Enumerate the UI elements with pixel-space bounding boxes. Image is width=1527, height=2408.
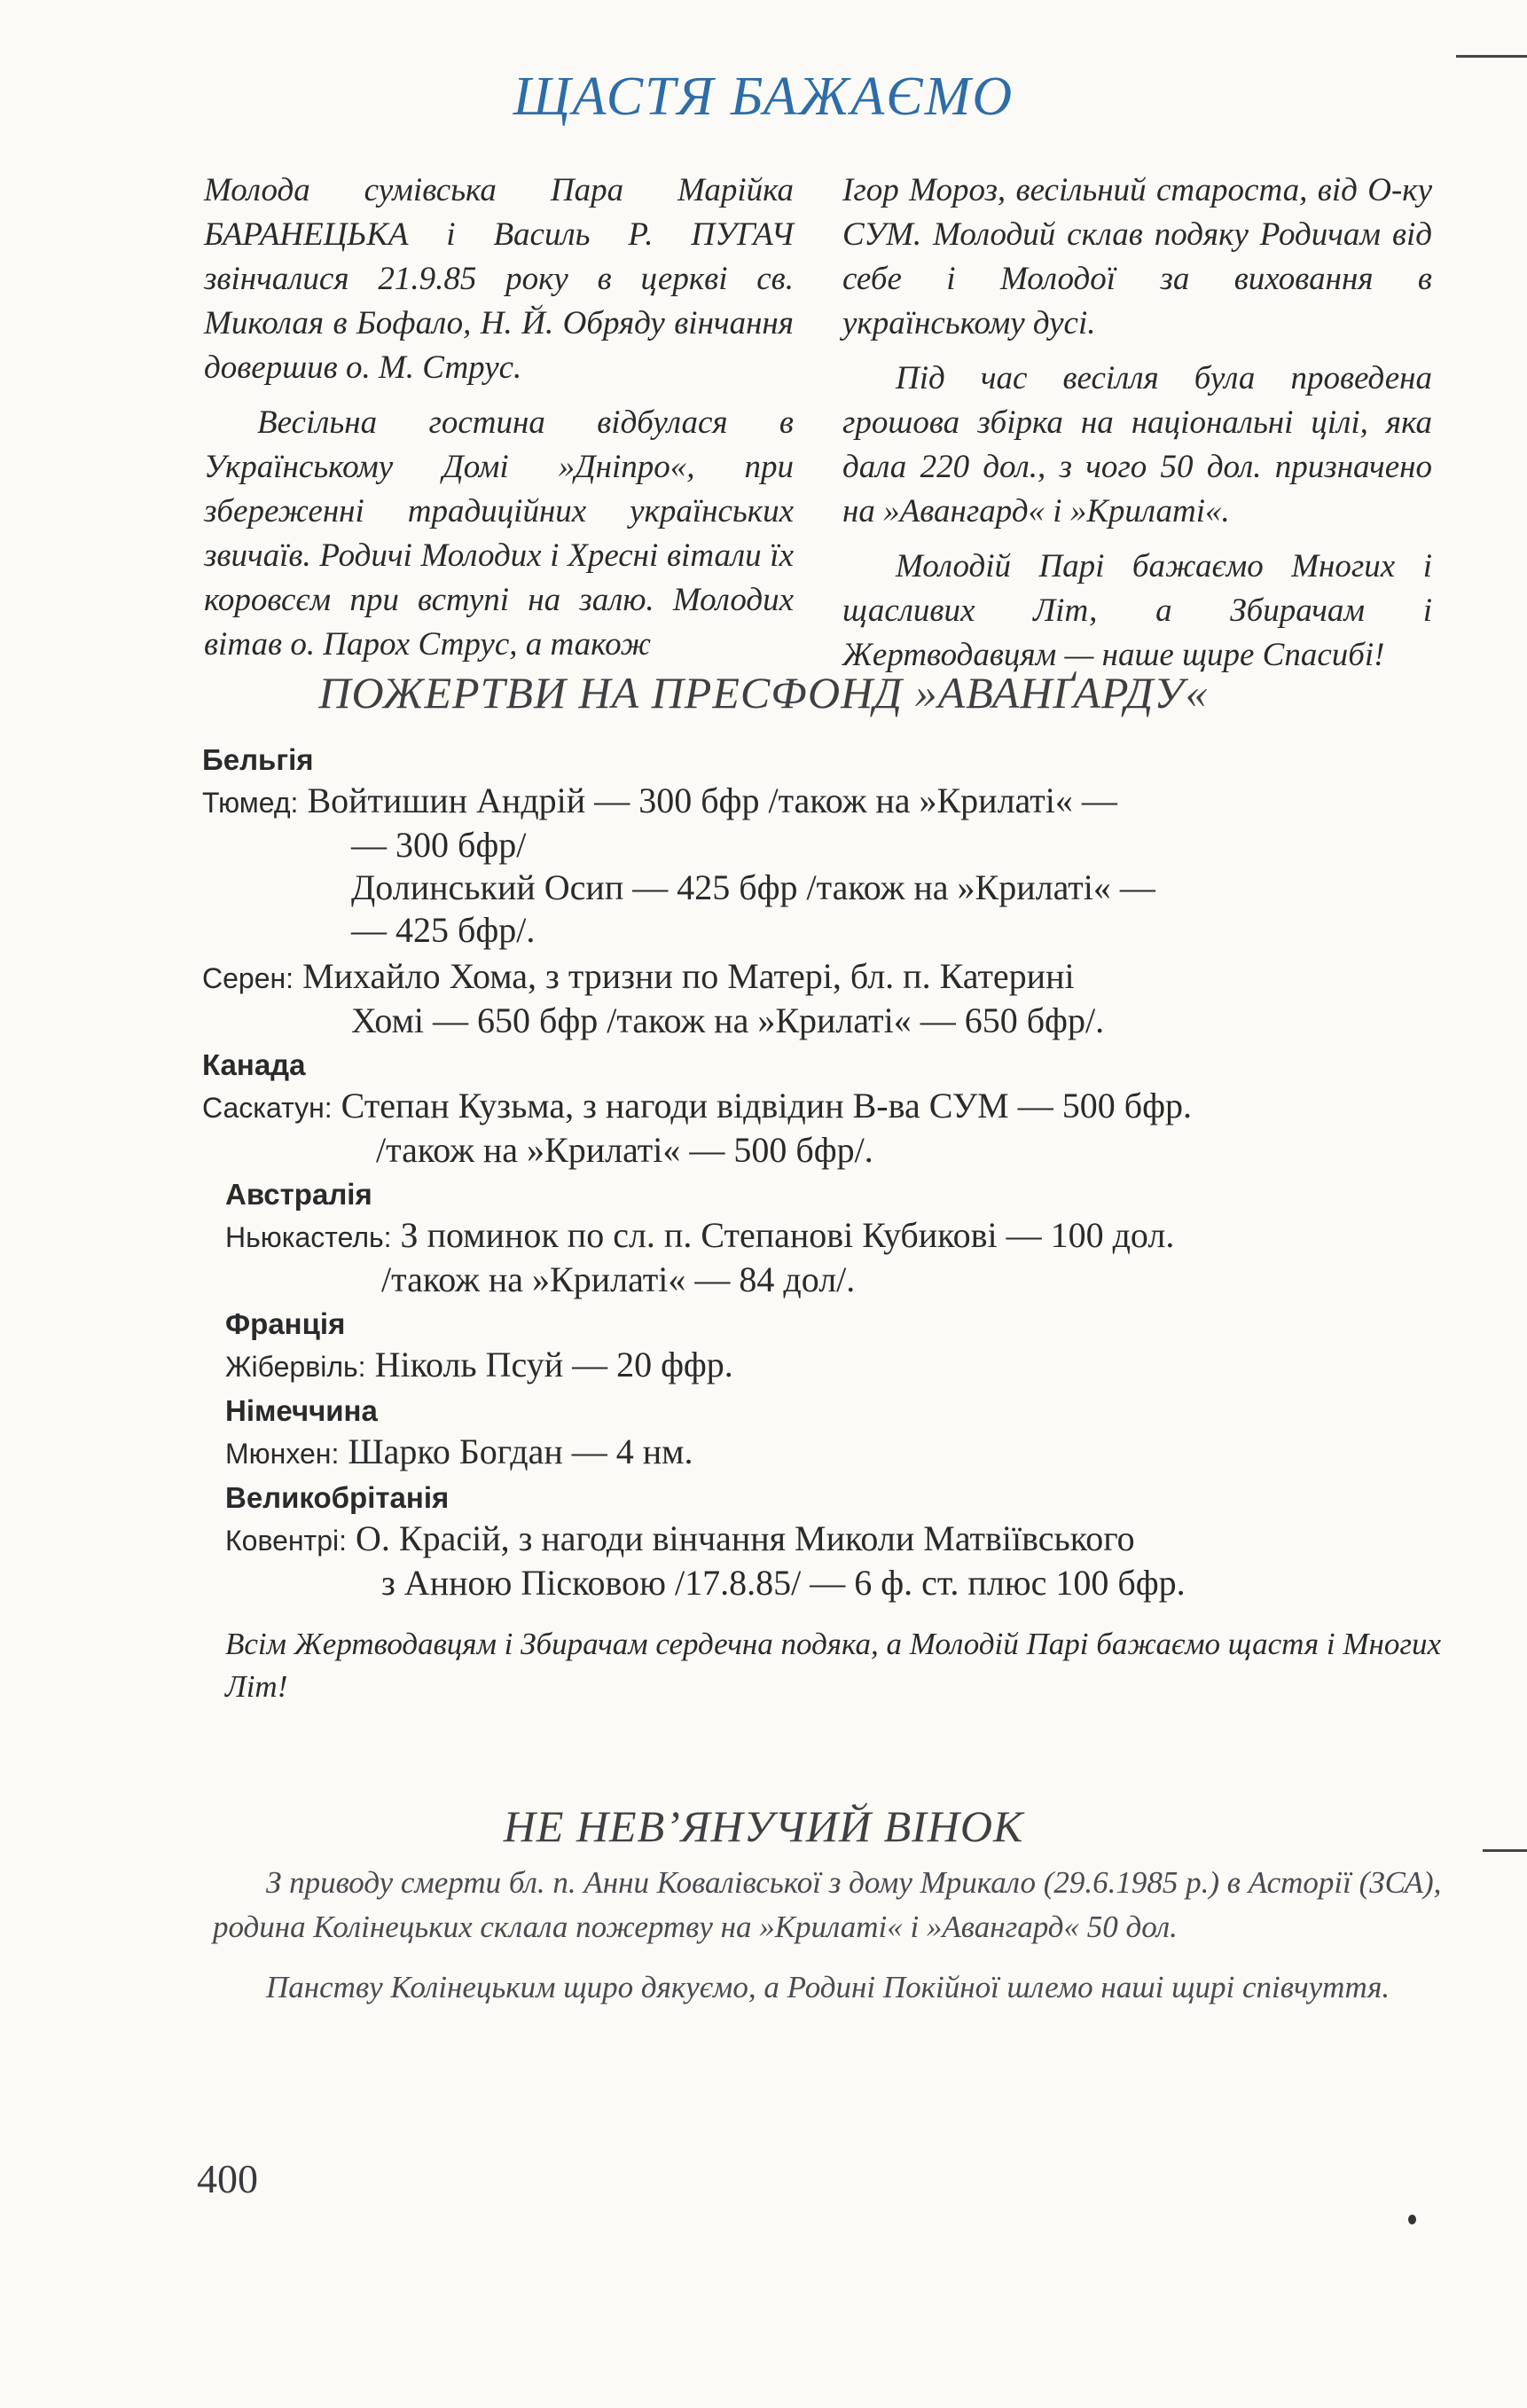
donation-text: Войтишин Андрій — 300 бфр /також на »Крилаті« — (307, 780, 1117, 820)
country-heading: Бельгія (202, 743, 314, 776)
city-label: Серен: (202, 962, 294, 994)
city-label: Жібервіль: (225, 1351, 366, 1383)
page-number: 400 (197, 2156, 258, 2201)
donation-text: Долинський Осип — 425 бфр /також на »Крилаті« — (351, 867, 1155, 907)
memorial-paragraph: З приводу смерти бл. п. Анни Ковалівської з дому Мрикало (29.6.1985 р.) в Асторії (ЗСА), родина Колінецьких склала пожертву на »Крилаті« і »Авангард« 50 дол. (213, 1865, 1442, 1944)
donations-thanks: Всім Жертводавцям і Збирачам сердечна подяка, а Молодій Парі бажаємо щастя і Многих Літ! (225, 1627, 1442, 1704)
city-label: Мюнхен: (225, 1438, 340, 1470)
city-label: Ковентрі: (225, 1525, 347, 1557)
wedding-paragraph: Молода сумівська Пара Марійка БАРАНЕЦЬКА і Василь Р. ПУГАЧ звінчалися 21.9.85 року в церкві св. Миколая в Бофало, Н. Й. Обряду вінчання довершив о. М. Струс. (204, 172, 794, 386)
memorial-title: НЕ НЕВ’ЯНУЧИЙ ВІНОК (503, 1801, 1024, 1851)
wedding-paragraph: Молодій Парі бажаємо Многих і щасливих Літ, а Збирачам і Жертводавцям — наше щире Спасибі! (842, 548, 1432, 673)
country-heading: Великобрітанія (225, 1481, 450, 1514)
donation-text: Ніколь Псуй — 20 ффр. (374, 1345, 733, 1384)
wedding-paragraph: Ігор Мороз, весільний староста, від О-ку СУМ. Молодий склав подяку Родичам від себе і Молодої за виховання в українському дусі. (842, 172, 1432, 341)
memorial-paragraph: Панству Колінецьким щиро дякуємо, а Родині Покійної шлемо наші щирі співчуття. (266, 1970, 1390, 2004)
donation-text: Хомі — 650 бфр /також на »Крилаті« — 650 бфр/. (351, 1000, 1105, 1040)
country-heading: Австралія (225, 1178, 372, 1211)
donation-entry (202, 1085, 1470, 1172)
city-label: Тюмед: (202, 787, 299, 819)
donation-text: Михайло Хома, з тризни по Матері, бл. п. Катерині (302, 956, 1075, 996)
country-heading: Франція (225, 1307, 346, 1340)
donation-text: з Анною Пісковою /17.8.85/ — 6 ф. ст. плюс 100 бфр. (381, 1563, 1186, 1603)
donation-text: З поминок по сл. п. Степанові Кубикові — 100 дол. (400, 1215, 1175, 1255)
city-label: Саскатун: (202, 1092, 333, 1124)
city-label: Ньюкастель: (225, 1221, 392, 1253)
donation-text: О. Красій, з нагоди вінчання Миколи Матвіївського (356, 1518, 1135, 1558)
donation-entry (202, 955, 1470, 1042)
donation-entry (225, 1344, 1470, 1388)
wedding-paragraph: Весільна гостина відбулася в Українському Домі »Дніпро«, при збереженні традиційних українських звичаїв. Родичі Молодих і Хресні вітали їх коровсєм при вступі на залю. Молодих вітав о. Парох Струс, а також (204, 404, 794, 663)
wedding-paragraph: Під час весілля була проведена грошова збірка на національні цілі, яка дала 220 дол., з чого 50 дол. призначено на »Авангард« і »Крилаті«. (842, 360, 1432, 529)
donation-entry (225, 1518, 1470, 1604)
country-heading: Канада (202, 1048, 306, 1081)
memorial-article (213, 1861, 1463, 2026)
donation-text: /також на »Крилаті« — 500 бфр/. (376, 1130, 873, 1170)
donations-list (202, 741, 1470, 1608)
donation-text: Степан Кузьма, з нагоди відвідин В-ва СУМ — 500 бфр. (341, 1086, 1193, 1126)
donation-text: — 300 бфр/ (351, 825, 527, 865)
edge-mark (1456, 55, 1527, 58)
donation-text: /також на »Крилаті« — 84 дол/. (381, 1259, 856, 1299)
wedding-article (204, 169, 1463, 673)
wedding-title: ЩАСТЯ БАЖАЄМО (513, 67, 1014, 127)
donation-entry (225, 1431, 1470, 1475)
donation-text: — 425 бфр/. (351, 910, 536, 950)
donations-title: ПОЖЕРТВИ НА ПРЕСФОНД »АВАНҐАРДУ« (318, 668, 1209, 718)
country-heading: Німеччина (225, 1394, 378, 1427)
donation-entry (225, 1214, 1470, 1301)
wedding-left-column (204, 169, 794, 678)
donation-entry (202, 780, 1470, 952)
donation-text: Шарко Богдан — 4 нм. (348, 1431, 693, 1471)
ink-dot (1408, 2215, 1416, 2224)
wedding-right-column (842, 169, 1432, 688)
